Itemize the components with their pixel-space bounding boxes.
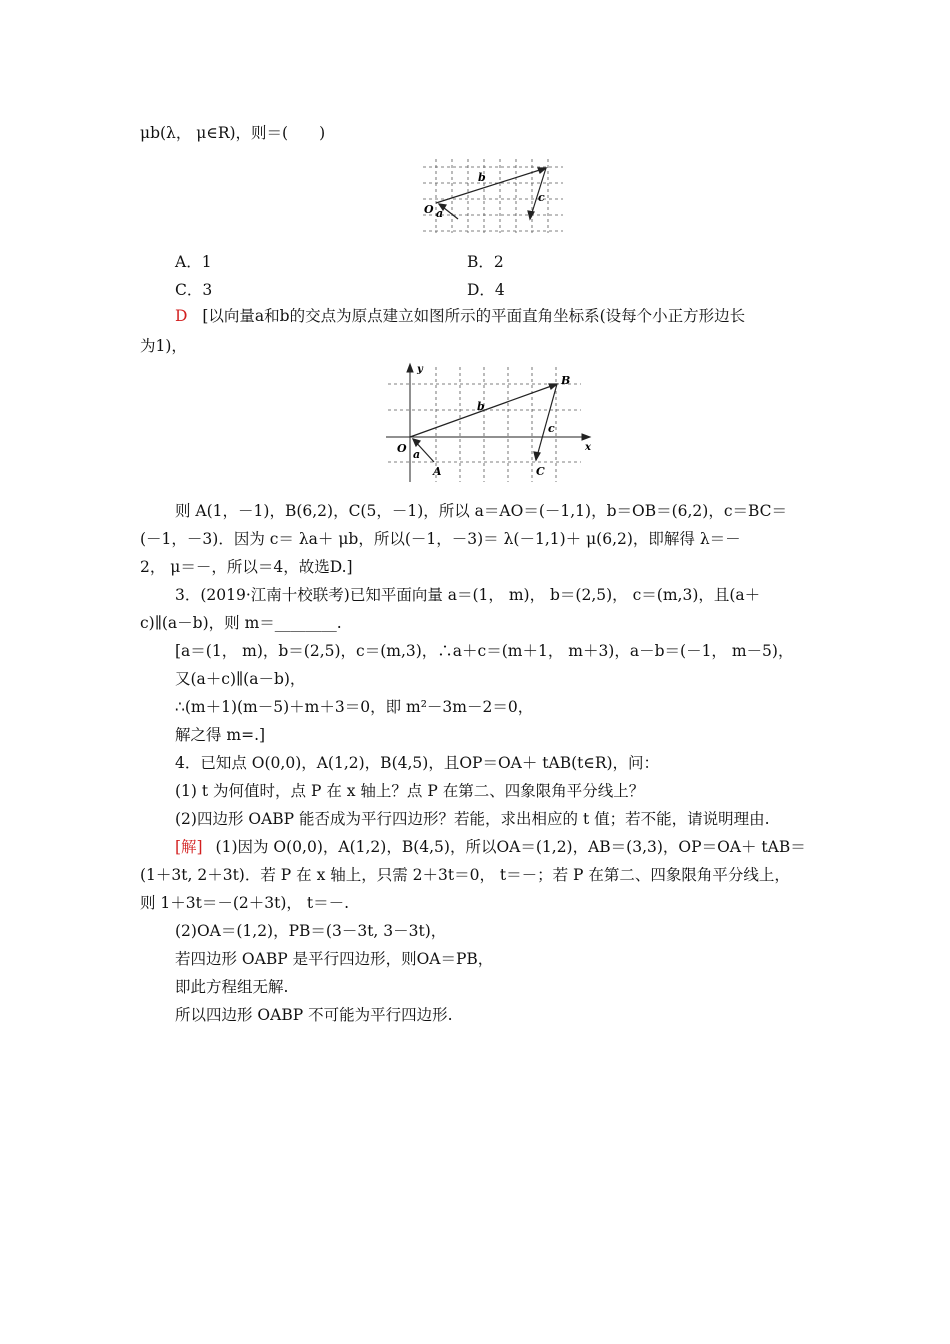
- fig1-label-c: c: [538, 191, 545, 204]
- q4-solution-6: 即此方程组无解.: [175, 978, 289, 996]
- q3-line-1: 3．(2019·江南十校联考)已知平面向量 a＝(1， m)， b＝(2,5)， c＝(m,3)，且(a＋: [175, 586, 761, 604]
- answer-line: [175, 305, 745, 327]
- q3-solution-2: 又(a＋c)∥(a－b)，: [175, 670, 306, 688]
- q4-solution-5: 若四边形 OABP 是平行四边形，则OA＝PB，: [175, 950, 494, 968]
- question-stem: μb(λ， μ∈R)，则＝( ): [140, 124, 326, 142]
- q3-solution-1: [a＝(1， m)，b＝(2,5)，c＝(m,3)，∴a＋c＝(m＋1， m＋3)，a－b＝(－1， m－5)，: [175, 642, 794, 660]
- label-B: B: [561, 374, 571, 387]
- vector-grid-figure: [418, 155, 568, 235]
- coordinate-figure: [383, 362, 598, 487]
- solution-line-1: 则 A(1，－1)，B(6,2)，C(5，－1)，所以 a＝AO＝(－1,1)，b＝OB＝(6,2)，c＝BC＝: [175, 502, 788, 520]
- label-b: b: [477, 400, 485, 413]
- fig1-label-O: O: [424, 203, 434, 216]
- option-a: A．1: [175, 253, 212, 271]
- q4-solution-4: (2)OA＝(1,2)，PB＝(3－3t, 3－3t)，: [175, 922, 447, 940]
- q4-part-1: (1) t 为何值时，点 P 在 x 轴上？点 P 在第二、四象限角平分线上？: [175, 782, 645, 800]
- q3-line-2: c)∥(a－b)，则 m＝________.: [140, 614, 342, 632]
- answer-intro-cont: 为1)，: [140, 337, 187, 355]
- option-d: D．4: [467, 281, 505, 299]
- label-x: x: [585, 442, 591, 453]
- q3-solution-3: ∴(m＋1)(m－5)＋m＋3＝0，即 m²－3m－2＝0，: [175, 698, 534, 716]
- answer-intro: [以向量a和b的交点为原点建立如图所示的平面直角坐标系(设每个小正方形边长: [202, 307, 746, 325]
- label-O: O: [397, 442, 407, 455]
- label-y: y: [417, 364, 423, 375]
- q3-solution-4: 解之得 m=.]: [175, 726, 266, 744]
- q4-solution-2: (1＋3t, 2＋3t)．若 P 在 x 轴上，只需 2＋3t＝0， t＝－；若 P 在第二、四象限角平分线上，: [140, 866, 790, 884]
- label-A: A: [433, 465, 442, 478]
- label-a: a: [413, 448, 421, 461]
- option-c: C．3: [175, 281, 213, 299]
- q4-solution-1-text: (1)因为 O(0,0)，A(1,2)，B(4,5)，所以OA＝(1,2)，AB＝(3,3)，OP＝OA＋ tAB＝: [215, 838, 806, 856]
- q4-part-2: (2)四边形 OABP 能否成为平行四边形？若能，求出相应的 t 值；若不能，请说明理由.: [175, 810, 770, 828]
- fig1-label-b: b: [478, 171, 486, 184]
- label-c: c: [548, 422, 555, 435]
- solution-line-2: (－1，－3)．因为 c＝ λa＋ μb，所以(－1，－3)＝ λ(－1,1)＋ μ(6,2)，即解得 λ＝－: [140, 530, 741, 548]
- fig1-label-a: a: [436, 207, 444, 220]
- q4-line-1: 4．已知点 O(0,0)，A(1,2)，B(4,5)，且OP＝OA＋ tAB(t∈R)，问：: [175, 754, 660, 772]
- solution-line-3: 2， μ＝－，所以＝4，故选D.]: [140, 558, 353, 576]
- q4-solution-7: 所以四边形 OABP 不可能为平行四边形.: [175, 1006, 453, 1024]
- option-b: B．2: [467, 253, 504, 271]
- answer-letter: D: [175, 307, 188, 325]
- q4-solution-3: 则 1＋3t＝－(2＋3t)， t＝－.: [140, 894, 350, 912]
- jie-label: [解]: [175, 838, 203, 856]
- vector-b: [436, 168, 546, 203]
- q4-solution-1: [175, 836, 806, 858]
- label-C: C: [536, 465, 545, 478]
